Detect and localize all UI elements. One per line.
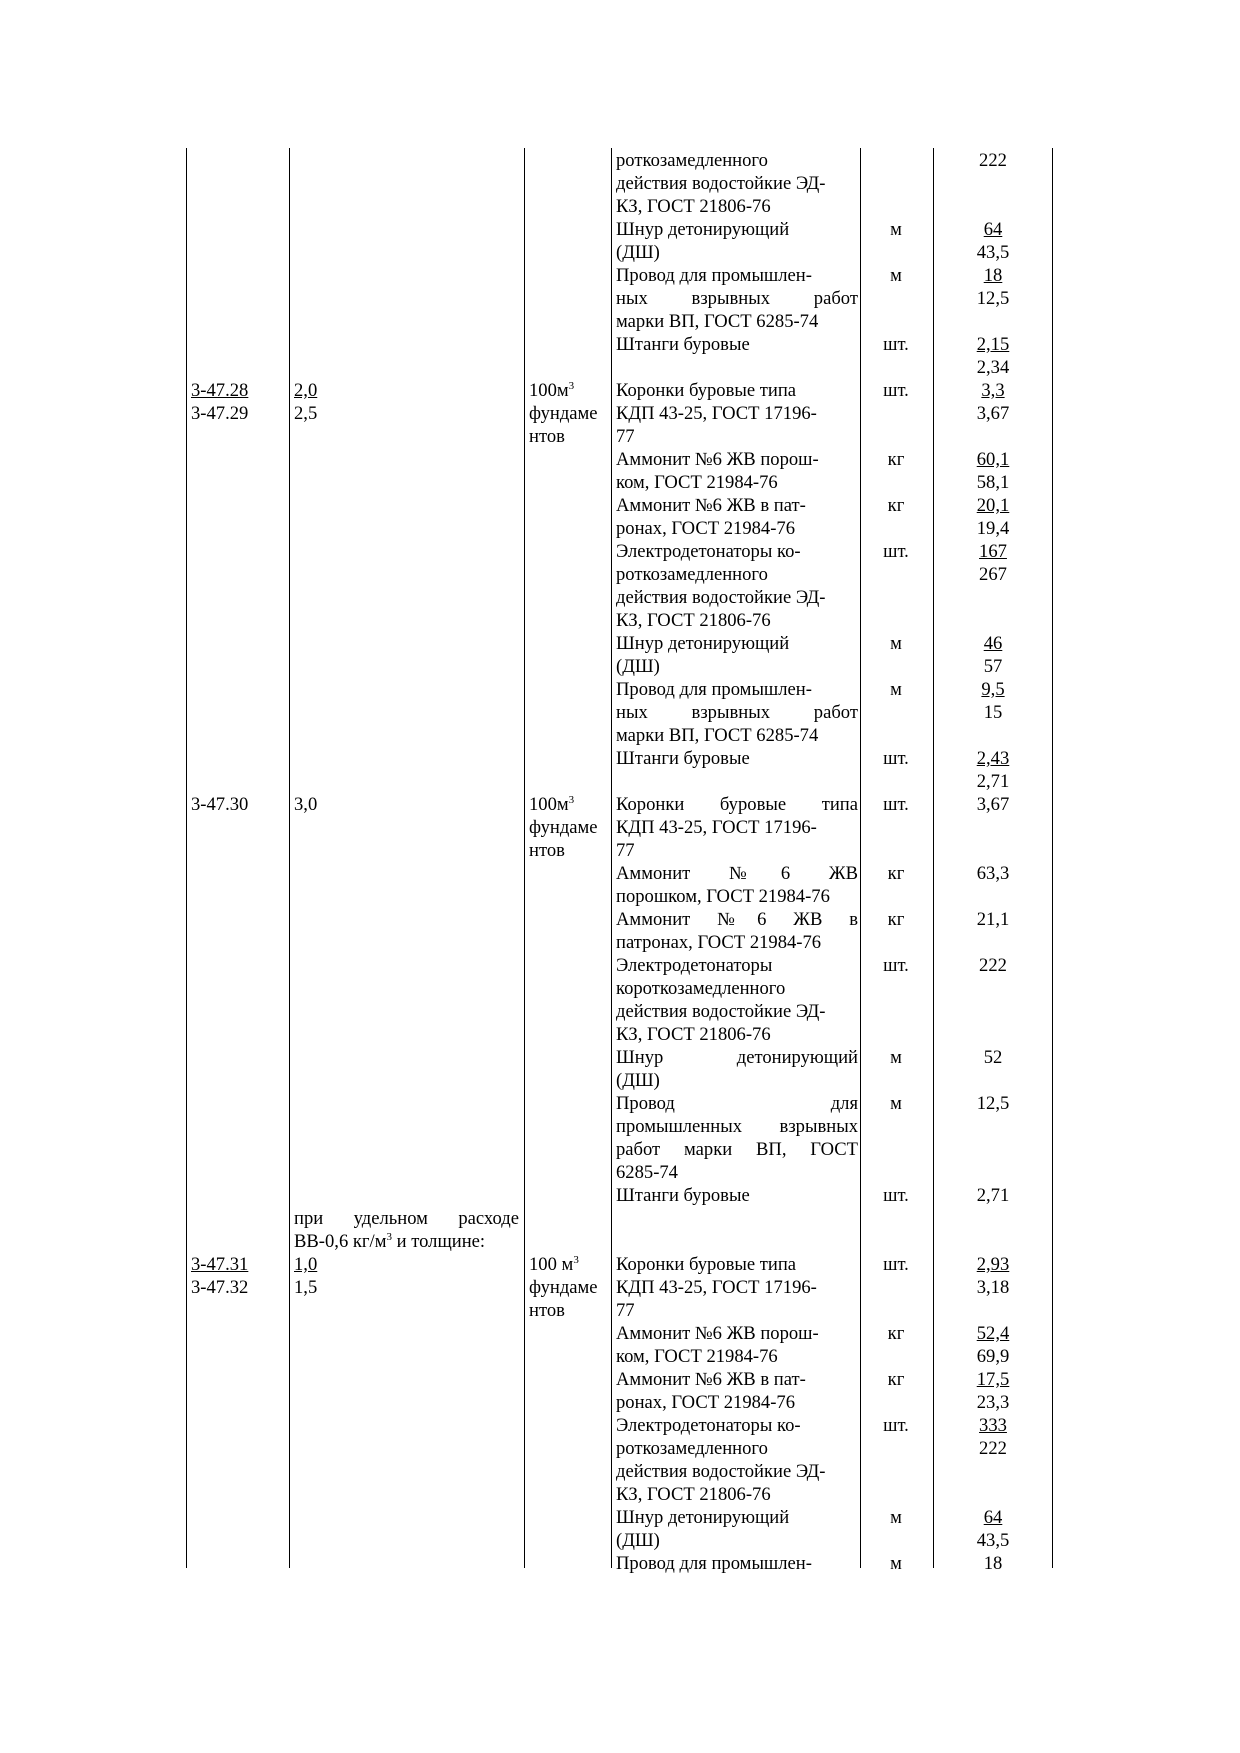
- norm-value: 17,5: [976, 1369, 1010, 1390]
- unit-text: нтов: [529, 840, 565, 861]
- resource-text: (ДШ): [616, 242, 660, 263]
- resource-text: КЗ, ГОСТ 21806-76: [616, 1484, 771, 1505]
- measure-unit-text: шт.: [883, 1185, 909, 1206]
- resource-cell: [616, 264, 858, 333]
- resource-cell: [616, 1368, 858, 1414]
- resource-text: КДП 43-25, ГОСТ 17196-: [616, 817, 817, 838]
- norm-value: 23,3: [976, 1392, 1010, 1413]
- measure-unit-cell: [864, 908, 928, 931]
- resource-text: Аммонит №6 ЖВ в пат-: [616, 1369, 806, 1390]
- resource-cell: [616, 862, 858, 908]
- norm-value-cell: [934, 149, 1052, 172]
- norm-value: 2,93: [976, 1254, 1010, 1275]
- norm-value: 222: [979, 955, 1007, 976]
- resource-text: ных взрывных работ: [616, 702, 858, 723]
- resource-text: промышленных взрывных: [616, 1116, 858, 1137]
- measure-unit-cell: [864, 494, 928, 517]
- measure-unit-cell: [864, 954, 928, 977]
- unit-text: нтов: [529, 426, 565, 447]
- resource-text: действия водостойкие ЭД-: [616, 587, 826, 608]
- measure-unit-text: м: [890, 219, 902, 240]
- norm-value-cell: [934, 1184, 1052, 1207]
- resource-text: действия водостойкие ЭД-: [616, 1461, 826, 1482]
- resource-text: ронах, ГОСТ 21984-76: [616, 518, 796, 539]
- resource-text: Аммонит №6 ЖВ в: [616, 909, 858, 930]
- resource-text: 6285-74: [616, 1162, 678, 1183]
- resource-text: КДП 43-25, ГОСТ 17196-: [616, 403, 817, 424]
- resource-text: Провод для промышлен-: [616, 679, 812, 700]
- measure-unit-cell: [864, 678, 928, 701]
- unit-cell: [529, 379, 611, 448]
- resource-text: 77: [616, 1300, 635, 1321]
- norm-value-cell: [934, 632, 1052, 678]
- resource-cell: [616, 1046, 858, 1092]
- norm-value-cell: [934, 540, 1052, 586]
- column-divider-2: [524, 148, 525, 1568]
- unit-text: 100 $м^3$: [529, 1253, 579, 1275]
- parameter-text: 2,5: [294, 403, 318, 424]
- norm-value-cell: [934, 1046, 1052, 1069]
- norm-value: 18: [983, 265, 1003, 286]
- resource-text: Шнур детонирующий: [616, 1047, 858, 1068]
- resource-text: (ДШ): [616, 656, 660, 677]
- unit-text: $100м^3$: [529, 379, 575, 401]
- parameter-cell: [294, 1207, 519, 1253]
- code-text: 3-47.29: [191, 403, 249, 424]
- code-text: 3-47.28: [191, 380, 249, 401]
- resource-text: Коронки буровые типа: [616, 380, 797, 401]
- superscript-cubic: 3: [568, 793, 575, 806]
- norm-value: 57: [983, 656, 1003, 677]
- resource-text: 77: [616, 840, 635, 861]
- norm-value: 18: [983, 1553, 1003, 1574]
- resource-text: роткозамедленного: [616, 1438, 768, 1459]
- resource-text: Штанги буровые: [616, 1185, 750, 1206]
- measure-unit-text: шт.: [883, 1415, 909, 1436]
- norm-value: 2,15: [976, 334, 1010, 355]
- resource-cell: [616, 747, 858, 770]
- norm-value: 60,1: [976, 449, 1010, 470]
- measure-unit-text: кг: [887, 1369, 905, 1390]
- norm-value-cell: [934, 1253, 1052, 1299]
- norm-value-cell: [934, 494, 1052, 540]
- measure-unit-cell: [864, 1552, 928, 1575]
- measure-unit-text: шт.: [883, 1254, 909, 1275]
- resource-text: Электродетонаторы ко-: [616, 1415, 801, 1436]
- resource-cell: [616, 333, 858, 356]
- measure-unit-text: шт.: [883, 794, 909, 815]
- norm-value-cell: [934, 908, 1052, 931]
- resource-text: КДП 43-25, ГОСТ 17196-: [616, 1277, 817, 1298]
- norm-value: 3,18: [976, 1277, 1010, 1298]
- norm-value-cell: [934, 264, 1052, 310]
- norm-value: 20,1: [976, 495, 1010, 516]
- resource-text: роткозамедленного: [616, 150, 768, 171]
- measure-unit-cell: [864, 264, 928, 287]
- norm-value: 2,43: [976, 748, 1010, 769]
- norm-value: 3,67: [976, 794, 1010, 815]
- resource-cell: [616, 678, 858, 747]
- resource-cell: [616, 1414, 858, 1506]
- resource-text: Шнур детонирующий: [616, 1507, 790, 1528]
- norm-value: 19,4: [976, 518, 1010, 539]
- norm-value: 21,1: [976, 909, 1010, 930]
- norm-value: 58,1: [976, 472, 1010, 493]
- resource-text: патронах, ГОСТ 21984-76: [616, 932, 822, 953]
- norm-value: 46: [983, 633, 1003, 654]
- measure-unit-cell: [864, 218, 928, 241]
- norm-value: 167: [979, 541, 1007, 562]
- norm-value: 2,71: [976, 1185, 1010, 1206]
- resource-text: марки ВП, ГОСТ 6285-74: [616, 311, 819, 332]
- unit-text: фундаме: [529, 1277, 598, 1298]
- unit-text: нтов: [529, 1300, 565, 1321]
- resource-text: ком, ГОСТ 21984-76: [616, 1346, 778, 1367]
- resource-text: ных взрывных работ: [616, 288, 858, 309]
- resource-text: Коронки буровые типа: [616, 794, 858, 815]
- norm-value-cell: [934, 678, 1052, 724]
- measure-unit-cell: [864, 333, 928, 356]
- measure-unit-cell: [864, 862, 928, 885]
- measure-unit-text: шт.: [883, 748, 909, 769]
- norm-value-cell: [934, 862, 1052, 885]
- norm-value-cell: [934, 793, 1052, 816]
- resource-text: (ДШ): [616, 1530, 660, 1551]
- measure-unit-text: шт.: [883, 955, 909, 976]
- resource-text: 77: [616, 426, 635, 447]
- norm-value: 43,5: [976, 242, 1010, 263]
- code-cell: [191, 1253, 287, 1299]
- measure-unit-cell: [864, 448, 928, 471]
- resource-cell: [616, 1184, 858, 1207]
- resource-text: Штанги буровые: [616, 748, 750, 769]
- norm-value: 43,5: [976, 1530, 1010, 1551]
- measure-unit-cell: [864, 632, 928, 655]
- unit-text: фундаме: [529, 817, 598, 838]
- measure-unit-cell: [864, 1322, 928, 1345]
- parameter-text: ВВ-0,6 кг/м: [294, 1231, 387, 1252]
- norm-value-cell: [934, 1368, 1052, 1414]
- norm-value: 222: [979, 1438, 1007, 1459]
- unit-cell: [529, 1253, 611, 1322]
- measure-unit-cell: [864, 379, 928, 402]
- resource-cell: [616, 632, 858, 678]
- resource-text: КЗ, ГОСТ 21806-76: [616, 610, 771, 631]
- resource-cell: [616, 793, 858, 862]
- norm-value-cell: [934, 1322, 1052, 1368]
- parameter-text: 3,0: [294, 794, 318, 815]
- resource-text: Провод для промышлен-: [616, 1553, 812, 1574]
- norm-value: 2,34: [976, 357, 1010, 378]
- column-divider-4: [860, 148, 861, 1568]
- superscript-cubic: 3: [573, 1253, 579, 1266]
- resource-cell: [616, 1322, 858, 1368]
- resource-text: марки ВП, ГОСТ 6285-74: [616, 725, 819, 746]
- measure-unit-text: кг: [887, 495, 905, 516]
- parameter-text: при удельном расходе: [294, 1208, 519, 1229]
- norm-value: 333: [979, 1415, 1007, 1436]
- resource-cell: [616, 954, 858, 1046]
- norm-value-cell: [934, 218, 1052, 264]
- resource-cell: [616, 1506, 858, 1552]
- measure-unit-text: шт.: [883, 334, 909, 355]
- norm-value-cell: [934, 954, 1052, 977]
- parameter-line: [294, 1230, 519, 1253]
- measure-unit-text: кг: [887, 863, 905, 884]
- column-divider-3: [611, 148, 612, 1568]
- norm-value: 64: [983, 1507, 1003, 1528]
- resource-text: Штанги буровые: [616, 334, 750, 355]
- superscript-cubic: 3: [386, 1230, 392, 1243]
- code-cell: [191, 793, 287, 816]
- resource-text: Провод для: [616, 1093, 858, 1114]
- resource-cell: [616, 540, 858, 632]
- resource-text: Шнур детонирующий: [616, 219, 790, 240]
- measure-unit-text: м: [890, 1507, 902, 1528]
- norm-value-cell: [934, 1552, 1052, 1575]
- resource-text: Аммонит №6 ЖВ порош-: [616, 449, 819, 470]
- measure-unit-text: кг: [887, 909, 905, 930]
- parameter-text: 1,0: [294, 1254, 318, 1275]
- resource-cell: [616, 1092, 858, 1184]
- resource-text: (ДШ): [616, 1070, 660, 1091]
- resource-text: Провод для промышлен-: [616, 265, 812, 286]
- parameter-text: 1,5: [294, 1277, 318, 1298]
- measure-unit-text: м: [890, 1093, 902, 1114]
- norm-value: 52: [983, 1047, 1003, 1068]
- resource-text: роткозамедленного: [616, 564, 768, 585]
- norm-value: 12,5: [976, 288, 1010, 309]
- resource-cell: [616, 379, 858, 448]
- unit-text: фундаме: [529, 403, 598, 424]
- norm-value: 267: [979, 564, 1007, 585]
- column-divider-1: [289, 148, 290, 1568]
- resource-text: Аммонит №6 ЖВ в пат-: [616, 495, 806, 516]
- measure-unit-cell: [864, 1253, 928, 1276]
- measure-unit-cell: [864, 1184, 928, 1207]
- table-border-left: [186, 148, 187, 1568]
- measure-unit-cell: [864, 793, 928, 816]
- measure-unit-cell: [864, 1046, 928, 1069]
- norm-value: 69,9: [976, 1346, 1010, 1367]
- unit-cell: [529, 793, 611, 862]
- measure-unit-cell: [864, 540, 928, 563]
- resource-cell: [616, 448, 858, 494]
- parameter-cell: [294, 1253, 519, 1299]
- measure-unit-cell: [864, 1368, 928, 1391]
- superscript-cubic: 3: [568, 379, 575, 392]
- resource-cell: [616, 494, 858, 540]
- measure-unit-text: м: [890, 1047, 902, 1068]
- measure-unit-cell: [864, 1414, 928, 1437]
- resource-text: Электродетонаторы ко-: [616, 541, 801, 562]
- resource-text: Электродетонаторы: [616, 955, 773, 976]
- measure-unit-cell: [864, 1092, 928, 1115]
- norm-value-cell: [934, 1506, 1052, 1552]
- table-border-right: [1052, 148, 1053, 1568]
- resource-cell: [616, 1253, 858, 1322]
- resource-text: ронах, ГОСТ 21984-76: [616, 1392, 796, 1413]
- measure-unit-text: м: [890, 265, 902, 286]
- code-text: 3-47.30: [191, 794, 249, 815]
- parameter-text: и толщине:: [391, 1231, 486, 1252]
- norm-value: 15: [983, 702, 1003, 723]
- parameter-cell: [294, 379, 519, 425]
- measure-unit-text: м: [890, 633, 902, 654]
- measure-unit-text: кг: [887, 449, 905, 470]
- resource-cell: [616, 218, 858, 264]
- unit-text: $100м^3$: [529, 793, 575, 815]
- resource-text: ком, ГОСТ 21984-76: [616, 472, 778, 493]
- measure-unit-cell: [864, 1506, 928, 1529]
- norm-value: 3,3: [981, 380, 1005, 401]
- norm-value-cell: [934, 747, 1052, 793]
- parameter-text: 2,0: [294, 380, 318, 401]
- measure-unit-text: шт.: [883, 541, 909, 562]
- measure-unit-text: кг: [887, 1323, 905, 1344]
- code-text: 3-47.31: [191, 1254, 249, 1275]
- code-text: 3-47.32: [191, 1277, 249, 1298]
- resource-text: Аммонит №6 ЖВ порош-: [616, 1323, 819, 1344]
- resource-text: КЗ, ГОСТ 21806-76: [616, 1024, 771, 1045]
- norm-value: 64: [983, 219, 1003, 240]
- resource-text: Коронки буровые типа: [616, 1254, 797, 1275]
- resource-cell: [616, 1552, 858, 1575]
- norm-value-cell: [934, 448, 1052, 494]
- code-cell: [191, 379, 287, 425]
- resource-cell: [616, 149, 858, 218]
- resource-text: Шнур детонирующий: [616, 633, 790, 654]
- resource-text: работ марки ВП, ГОСТ: [616, 1139, 858, 1160]
- measure-unit-text: шт.: [883, 380, 909, 401]
- norm-value-cell: [934, 333, 1052, 379]
- parameter-cell: [294, 793, 519, 816]
- norm-value: 9,5: [981, 679, 1005, 700]
- resource-cell: [616, 908, 858, 954]
- norm-value-cell: [934, 1414, 1052, 1460]
- resource-text: действия водостойкие ЭД-: [616, 1001, 826, 1022]
- resource-text: действия водостойкие ЭД-: [616, 173, 826, 194]
- norm-value: 3,67: [976, 403, 1010, 424]
- resource-text: короткозамедленного: [616, 978, 786, 999]
- norm-value: 52,4: [976, 1323, 1010, 1344]
- norm-value-cell: [934, 1092, 1052, 1115]
- measure-unit-cell: [864, 747, 928, 770]
- norm-value: 63,3: [976, 863, 1010, 884]
- resource-text: Аммонит №6 ЖВ: [616, 863, 858, 884]
- norm-value: 222: [979, 150, 1007, 171]
- norm-value: 12,5: [976, 1093, 1010, 1114]
- norm-value-cell: [934, 379, 1052, 425]
- resource-text: КЗ, ГОСТ 21806-76: [616, 196, 771, 217]
- measure-unit-text: м: [890, 1553, 902, 1574]
- resource-text: порошком, ГОСТ 21984-76: [616, 886, 830, 907]
- norm-value: 2,71: [976, 771, 1010, 792]
- measure-unit-text: м: [890, 679, 902, 700]
